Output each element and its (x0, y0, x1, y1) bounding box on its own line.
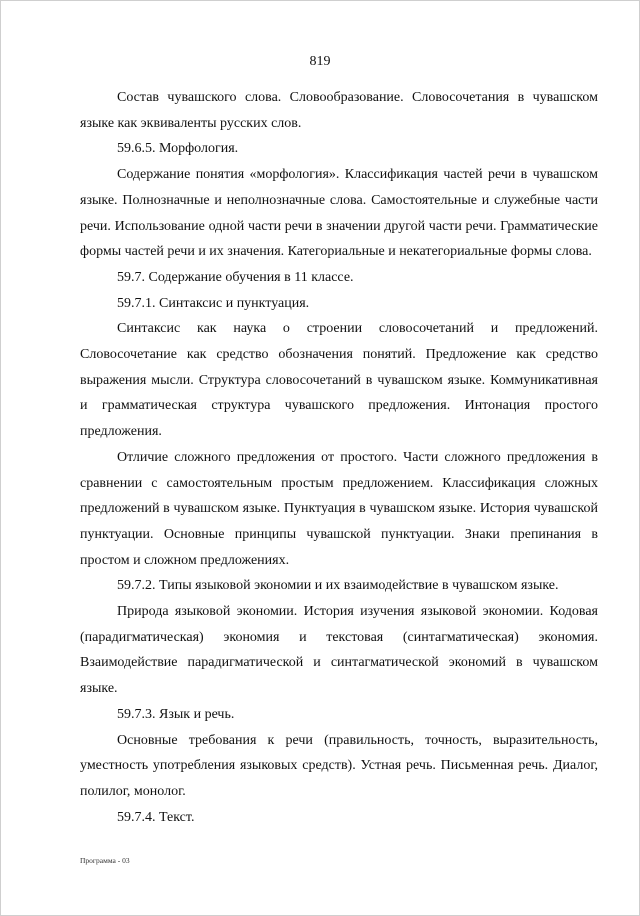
paragraph: Основные требования к речи (правильность, точность, выразительность, уместность употребления языковых средств). Устная речь. Письменная речь. Диалог, полилог, монолог. (80, 732, 598, 799)
page-body (80, 85, 598, 830)
section-heading: 59.6.5. Морфология. (117, 141, 239, 157)
page-number: 819 (309, 54, 331, 69)
paragraph: Содержание понятия «морфология». Классификация частей речи в чувашском языке. Полнозначные и неполнозначные слова. Самостоятельные и служебные части речи. Использование одной части речи в значении другой части речи. Грамматические формы частей речи и их значения. Категориальные и некатегориальные формы слова. (80, 167, 598, 260)
page-footer: Программа - 03 (80, 856, 130, 865)
paragraph: Состав чувашского слова. Словообразование. Словосочетания в чувашском языке как эквиваленты русских слов. (80, 90, 598, 131)
paragraph: Отличие сложного предложения от простого. Части сложного предложения в сравнении с самостоятельным простым предложением. Классификация сложных предложений в чувашском языке. Пунктуация в чувашском языке. История чувашской пунктуации. Основные принципы чувашской пунктуации. Знаки препинания в простом и сложном предложениях. (80, 449, 598, 568)
section-heading: 59.7.1. Синтаксис и пунктуация. (117, 295, 310, 311)
paragraph: Природа языковой экономии. История изучения языковой экономии. Кодовая (парадигматическая) экономия и текстовая (синтагматическая) экономия. Взаимодействие парадигматической и синтагматической экономий в чувашском языке. (80, 604, 598, 697)
section-heading: 59.7.4. Текст. (117, 809, 195, 825)
section-heading: 59.7.3. Язык и речь. (117, 706, 235, 722)
section-heading: 59.7.2. Типы языковой экономии и их взаимодействие в чувашском языке. (117, 578, 559, 594)
paragraph: Синтаксис как наука о строении словосочетаний и предложений. Словосочетание как средство обозначения понятий. Предложение как средство выражения мысли. Структура словосочетаний в чувашском языке. Коммуникативная и грамматическая структура чувашского предложения. Интонация простого предложения. (80, 321, 598, 440)
section-heading: 59.7. Содержание обучения в 11 классе. (117, 269, 354, 285)
